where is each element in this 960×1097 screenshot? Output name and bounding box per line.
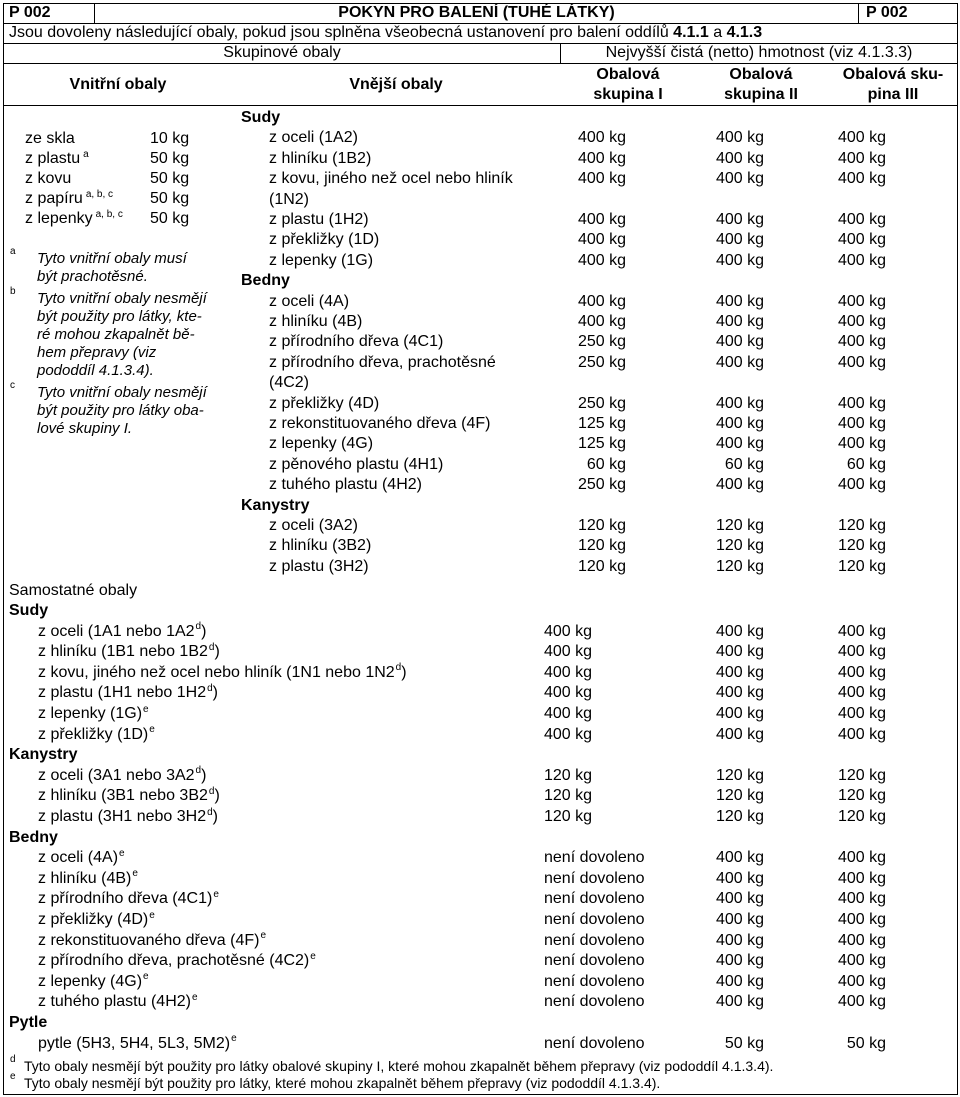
outer-pg2: 400 kg xyxy=(715,435,764,453)
single-pg2: 400 kg xyxy=(715,643,764,661)
outer-pg2: 400 kg xyxy=(715,231,764,249)
footnote-mark: e xyxy=(10,1071,16,1082)
outer-pg1: 125 kg xyxy=(577,435,626,453)
outer-row-label: z lepenky (4G) xyxy=(269,435,374,453)
single-row-label-sup: d xyxy=(395,662,402,674)
single-row-label-sup: e xyxy=(260,930,267,942)
single-row-label-text: z oceli (1A1 nebo 1A2 xyxy=(38,622,195,640)
single-pg2: 400 kg xyxy=(715,931,764,949)
outer-pg3: 120 kg xyxy=(837,557,886,575)
inner-label xyxy=(25,150,89,168)
outer-pg2: 400 kg xyxy=(715,170,764,188)
heading-pg2 xyxy=(694,65,828,105)
inner-label-text: ze skla xyxy=(25,130,75,147)
outer-pg3: 400 kg xyxy=(837,251,886,269)
single-pg2: 400 kg xyxy=(715,849,764,867)
single-row-label-sup: e xyxy=(119,847,125,859)
single-pg2: 400 kg xyxy=(715,663,764,681)
single-pg2: 120 kg xyxy=(715,787,764,805)
single-pg3: 400 kg xyxy=(837,849,886,867)
outer-pg1: 250 kg xyxy=(577,476,626,494)
single-row-label xyxy=(38,705,149,723)
outer-pg3: 60 kg xyxy=(846,455,886,473)
single-pg3: 400 kg xyxy=(837,993,886,1011)
single-row-label-sup: d xyxy=(207,806,213,818)
single-pg1: 400 kg xyxy=(544,705,593,722)
outer-pg1: 250 kg xyxy=(577,353,626,371)
single-pg1: 400 kg xyxy=(544,643,593,661)
single-row-label xyxy=(38,787,220,805)
single-pg3: 400 kg xyxy=(837,911,886,928)
single-row-label-text: z hliníku (3B1 nebo 3B2 xyxy=(38,787,208,805)
inner-label-sup: a, b, c xyxy=(85,188,114,200)
single-pg2: 400 kg xyxy=(715,869,764,887)
outer-pg2: 400 kg xyxy=(715,394,764,412)
single-pg1: není dovoleno xyxy=(544,849,645,867)
single-row-label xyxy=(38,726,155,744)
inner-label xyxy=(25,190,113,208)
outer-section-heading: Bedny xyxy=(241,272,290,290)
intro-ref-2: 4.1.3 xyxy=(726,24,763,41)
single-row-label xyxy=(38,623,206,641)
outer-pg2: 120 kg xyxy=(715,517,764,534)
single-section-heading: Bedny xyxy=(9,828,58,846)
single-section-heading: Pytle xyxy=(9,1014,48,1031)
outer-pg3: 400 kg xyxy=(837,211,886,228)
outer-row-label: z překližky (4D) xyxy=(269,394,380,412)
outer-pg2: 400 kg xyxy=(715,251,764,269)
single-pg1: 400 kg xyxy=(544,725,593,743)
outer-row-label: z hliníku (4B) xyxy=(269,313,363,330)
inner-label-sup: a, b, c xyxy=(95,208,123,220)
single-section-heading: Sudy xyxy=(9,602,49,619)
single-title: Samostatné obaly xyxy=(9,582,138,599)
outer-pg1: 250 kg xyxy=(577,333,626,351)
rule-groups-bottom xyxy=(3,63,958,64)
single-pg2: 400 kg xyxy=(715,622,764,640)
intro-text: Jsou dovoleny následující obaly, pokud jsou splněna všeobecná ustanovení pro balení oddílů xyxy=(9,24,674,41)
outer-pg3: 400 kg xyxy=(837,333,886,351)
single-row-label-text: z oceli (4A) xyxy=(38,849,119,867)
outer-row-label: z rekonstituovaného dřeva (4F) xyxy=(269,415,491,432)
single-pg3: 120 kg xyxy=(837,808,886,825)
outer-row-label: z oceli (1A2) xyxy=(269,129,358,147)
single-row-label-sup: d xyxy=(208,641,215,653)
single-row-label-sup: d xyxy=(195,765,202,777)
outer-pg3: 120 kg xyxy=(837,537,886,555)
outer-row-label: z kovu, jiného než ocel nebo hliník xyxy=(269,170,513,188)
page-title: POKYN PRO BALENÍ (TUHÉ LÁTKY) xyxy=(338,4,615,21)
heading-pg3-b: pina III xyxy=(867,86,919,103)
single-pg1: 120 kg xyxy=(544,808,593,825)
single-pg2: 400 kg xyxy=(715,993,764,1011)
outer-pg1: 250 kg xyxy=(577,394,626,412)
outer-row-label: z hliníku (1B2) xyxy=(269,149,372,167)
inner-label-text: z papíru xyxy=(25,190,83,207)
outer-pg3: 400 kg xyxy=(837,129,886,147)
single-row-label xyxy=(38,808,218,826)
inner-label-text: z kovu xyxy=(25,170,72,187)
single-pg3: 400 kg xyxy=(837,725,886,743)
single-pg1: 120 kg xyxy=(544,766,593,784)
single-row-label-sup: e xyxy=(149,909,155,921)
outer-section-heading: Sudy xyxy=(241,109,281,126)
outer-row-label: z lepenky (1G) xyxy=(269,251,374,269)
single-pg1: 120 kg xyxy=(544,787,593,805)
outer-pg2: 400 kg xyxy=(715,415,764,432)
inner-label-text: z lepenky xyxy=(25,210,93,227)
outer-pg1: 400 kg xyxy=(577,149,626,167)
outer-pg2: 60 kg xyxy=(724,455,764,473)
single-pg3: 400 kg xyxy=(837,643,886,661)
outer-pg3: 400 kg xyxy=(837,170,886,188)
outer-pg1: 400 kg xyxy=(577,292,626,310)
heading-pg2-a: Obalová xyxy=(729,66,793,83)
single-row-label-text: z lepenky (4G) xyxy=(38,972,143,990)
outer-pg2: 400 kg xyxy=(715,476,764,494)
single-row-label-tail: ) xyxy=(201,622,207,640)
inner-note-line: být prachotěsné. xyxy=(37,268,148,285)
outer-pg1: 400 kg xyxy=(577,313,626,330)
outer-pg1: 400 kg xyxy=(577,129,626,147)
single-row-label-text: z rekonstituovaného dřeva (4F) xyxy=(38,931,260,949)
inner-label xyxy=(25,170,71,188)
outer-pg1: 120 kg xyxy=(577,537,626,555)
inner-note-line: být použity pro látky oba- xyxy=(37,402,204,419)
single-row-label-text: z oceli (3A1 nebo 3A2 xyxy=(38,766,195,784)
footnote-mark: d xyxy=(10,1054,16,1065)
single-row-label-tail: ) xyxy=(214,643,220,661)
inner-note-line: Tyto vnitřní obaly nesmějí xyxy=(37,384,207,401)
outer-pg2: 400 kg xyxy=(715,353,764,371)
single-pg1: není dovoleno xyxy=(544,869,645,887)
single-row-label-sup: d xyxy=(195,621,202,633)
outer-pg3: 400 kg xyxy=(837,292,886,310)
outer-row-label: z hliníku (3B2) xyxy=(269,537,372,555)
heading-pg1 xyxy=(562,65,694,105)
heading-pg1-b: skupina I xyxy=(593,86,663,103)
outer-row-label: z oceli (3A2) xyxy=(269,517,358,534)
inner-note-line: být použity pro látky, kte- xyxy=(37,308,202,325)
outer-pg1: 400 kg xyxy=(577,170,626,188)
single-pg1: není dovoleno xyxy=(544,972,645,990)
rule-colheads-bottom xyxy=(3,105,958,106)
outer-pg3: 400 kg xyxy=(837,353,886,371)
inner-label xyxy=(25,130,75,148)
single-row-label-sup: e xyxy=(191,992,198,1004)
inner-note-line: lové skupiny I. xyxy=(37,420,133,437)
inner-value: 50 kg xyxy=(150,150,190,167)
inner-note-line: pododdíl 4.1.3.4). xyxy=(37,362,154,379)
outer-pg3: 400 kg xyxy=(837,149,886,167)
single-row-label-sup: d xyxy=(208,786,215,798)
single-row-label-sup: d xyxy=(207,683,213,695)
outer-row-label: z tuhého plastu (4H2) xyxy=(269,476,422,494)
intro-ref-1: 4.1.1 xyxy=(673,24,709,41)
heading-inner: Vnitřní obaly xyxy=(69,76,167,93)
single-section-heading: Kanystry xyxy=(9,746,78,764)
footnote-text: Tyto obaly nesmějí být použity pro látky obalové skupiny I, které mohou zkapalnět během přepravy (viz pododdíl 4.1.3.4). xyxy=(24,1058,774,1074)
single-pg1: není dovoleno xyxy=(544,890,645,908)
outer-pg3: 120 kg xyxy=(837,517,886,534)
single-row-label xyxy=(38,664,407,682)
single-pg3: 400 kg xyxy=(837,622,886,640)
single-row-label-text: z překližky (4D) xyxy=(38,911,149,928)
single-row-label xyxy=(38,684,218,702)
single-pg3: 400 kg xyxy=(837,705,886,722)
outer-pg3: 400 kg xyxy=(837,231,886,249)
single-row-label xyxy=(38,870,138,888)
single-pg2: 400 kg xyxy=(715,972,764,990)
outer-section-heading: Kanystry xyxy=(241,496,310,514)
single-row-label-text: z lepenky (1G) xyxy=(38,705,143,722)
single-pg3: 120 kg xyxy=(837,766,886,784)
single-row-label-text: pytle (5H3, 5H4, 5L3, 5M2) xyxy=(38,1034,231,1052)
single-row-label xyxy=(38,1035,237,1053)
heading-max-net: Nejvyšší čistá (netto) hmotnost (viz 4.1.3.3) xyxy=(605,44,913,61)
single-row-label-sup: e xyxy=(310,950,316,962)
single-pg1: není dovoleno xyxy=(544,1034,645,1052)
outer-pg1: 400 kg xyxy=(577,231,626,249)
heading-pg3 xyxy=(828,65,958,105)
single-row-label-sup: e xyxy=(213,889,219,901)
outer-row-label: z plastu (1H2) xyxy=(269,211,369,228)
inner-note-line: hem přepravy (viz xyxy=(37,344,157,361)
heading-pg3-a: Obalová sku- xyxy=(842,66,944,83)
single-pg3: 400 kg xyxy=(837,890,886,908)
single-pg2: 120 kg xyxy=(715,766,764,784)
single-row-label xyxy=(38,973,149,991)
intro-line xyxy=(9,24,762,42)
single-row-label-sup: e xyxy=(143,971,149,983)
outer-pg3: 400 kg xyxy=(837,476,886,494)
single-pg3: 400 kg xyxy=(837,972,886,990)
outer-pg3: 400 kg xyxy=(837,313,886,330)
inner-note-line: Tyto vnitřní obaly nesmějí xyxy=(37,290,207,307)
single-row-label-sup: e xyxy=(143,703,149,715)
single-row-label-text: z přírodního dřeva, prachotěsné (4C2) xyxy=(38,952,310,970)
single-pg3: 400 kg xyxy=(837,931,886,949)
inner-label xyxy=(25,210,123,228)
single-pg3: 50 kg xyxy=(846,1034,886,1052)
inner-label-text: z plastu xyxy=(25,150,81,167)
single-pg2: 400 kg xyxy=(715,952,764,970)
single-pg2: 400 kg xyxy=(715,911,764,928)
single-row-label-text: z tuhého plastu (4H2) xyxy=(38,993,191,1011)
heading-pg1-a: Obalová xyxy=(596,66,660,83)
single-pg3: 400 kg xyxy=(837,663,886,681)
heading-group-packaging: Skupinové obaly xyxy=(223,44,341,61)
single-row-label-tail: ) xyxy=(212,808,218,825)
inner-value: 50 kg xyxy=(150,190,190,207)
single-pg2: 400 kg xyxy=(715,890,764,908)
single-pg1: 400 kg xyxy=(544,622,593,640)
single-pg3: 400 kg xyxy=(837,684,886,702)
outer-pg3: 400 kg xyxy=(837,435,886,453)
single-row-label-text: z hliníku (1B1 nebo 1B2 xyxy=(38,643,208,661)
outer-row-label: (1N2) xyxy=(269,190,310,208)
single-pg2: 400 kg xyxy=(715,684,764,702)
outer-row-label: z přírodního dřeva (4C1) xyxy=(269,333,444,351)
single-row-label-sup: e xyxy=(149,724,155,736)
outer-pg2: 400 kg xyxy=(715,292,764,310)
intro-and: a xyxy=(708,24,727,41)
single-pg3: 120 kg xyxy=(837,787,886,805)
single-pg2: 400 kg xyxy=(715,705,764,722)
outer-row-label: z překližky (1D) xyxy=(269,231,380,249)
single-row-label xyxy=(38,767,206,785)
single-row-label-text: z plastu (3H1 nebo 3H2 xyxy=(38,808,207,825)
single-pg2: 120 kg xyxy=(715,808,764,825)
single-row-label-text: z překližky (1D) xyxy=(38,725,149,743)
outer-pg1: 400 kg xyxy=(577,251,626,269)
outer-pg2: 400 kg xyxy=(715,129,764,147)
single-row-label-sup: e xyxy=(132,868,138,880)
single-pg2: 400 kg xyxy=(715,725,764,743)
single-row-label-tail: ) xyxy=(201,766,207,784)
outer-pg2: 400 kg xyxy=(715,211,764,228)
footnote-text: Tyto obaly nesmějí být použity pro látky, které mohou zkapalnět během přepravy (viz pododdíl 4.1.3.4). xyxy=(24,1075,661,1091)
outer-pg1: 60 kg xyxy=(586,455,626,473)
outer-pg2: 120 kg xyxy=(715,557,764,575)
outer-row-label: z plastu (3H2) xyxy=(269,557,369,575)
single-row-label-text: z plastu (1H1 nebo 1H2 xyxy=(38,684,207,702)
single-row-label xyxy=(38,911,155,929)
single-pg1: 400 kg xyxy=(544,684,593,702)
single-pg1: není dovoleno xyxy=(544,911,645,928)
outer-pg1: 120 kg xyxy=(577,557,626,575)
single-row-label-tail: ) xyxy=(212,684,218,702)
single-row-label xyxy=(38,952,316,970)
code-left: P 002 xyxy=(9,4,51,21)
outer-pg2: 400 kg xyxy=(715,149,764,167)
inner-note-mark: c xyxy=(10,380,15,391)
single-pg1: 400 kg xyxy=(544,663,593,681)
inner-note-mark: b xyxy=(10,286,16,297)
outer-pg1: 120 kg xyxy=(577,517,626,534)
inner-value: 50 kg xyxy=(150,170,190,187)
single-pg1: není dovoleno xyxy=(544,952,645,970)
outer-pg2: 120 kg xyxy=(715,537,764,555)
single-row-label-text: z přírodního dřeva (4C1) xyxy=(38,890,213,908)
code-right: P 002 xyxy=(866,4,908,21)
single-row-label xyxy=(38,932,266,950)
single-pg1: není dovoleno xyxy=(544,931,645,949)
single-row-label xyxy=(38,849,125,867)
outer-pg2: 400 kg xyxy=(715,313,764,330)
single-pg1: není dovoleno xyxy=(544,993,645,1011)
inner-value: 10 kg xyxy=(150,130,190,147)
outer-pg3: 400 kg xyxy=(837,394,886,412)
single-row-label-tail: ) xyxy=(401,663,407,681)
inner-note-line: ré mohou zkapalnět bě- xyxy=(37,326,195,343)
single-row-label-text: z hliníku (4B) xyxy=(38,869,132,887)
single-row-label-sup: e xyxy=(231,1033,237,1045)
outer-pg2: 400 kg xyxy=(715,333,764,351)
rule-code-right xyxy=(858,3,859,23)
single-row-label-text: z kovu, jiného než ocel nebo hliník (1N1 nebo 1N2 xyxy=(38,663,395,681)
outer-pg3: 400 kg xyxy=(837,415,886,432)
inner-label-sup: a xyxy=(83,148,89,160)
single-pg3: 400 kg xyxy=(837,952,886,970)
single-row-label xyxy=(38,643,220,661)
outer-row-label: (4C2) xyxy=(269,374,310,392)
heading-pg2-b: skupina II xyxy=(724,86,798,103)
single-pg2: 50 kg xyxy=(724,1034,764,1052)
single-row-label xyxy=(38,890,219,908)
single-pg3: 400 kg xyxy=(837,869,886,887)
single-row-label xyxy=(38,993,198,1011)
outer-pg1: 125 kg xyxy=(577,415,626,432)
single-row-label-tail: ) xyxy=(214,787,220,805)
heading-outer: Vnější obaly xyxy=(349,76,443,93)
outer-row-label: z přírodního dřeva, prachotěsné xyxy=(269,353,496,371)
outer-row-label: z pěnového plastu (4H1) xyxy=(269,455,444,473)
inner-note-mark: a xyxy=(10,246,16,257)
outer-row-label: z oceli (4A) xyxy=(269,292,350,310)
inner-value: 50 kg xyxy=(150,210,190,227)
outer-pg1: 400 kg xyxy=(577,211,626,228)
inner-note-line: Tyto vnitřní obaly musí xyxy=(37,250,187,267)
